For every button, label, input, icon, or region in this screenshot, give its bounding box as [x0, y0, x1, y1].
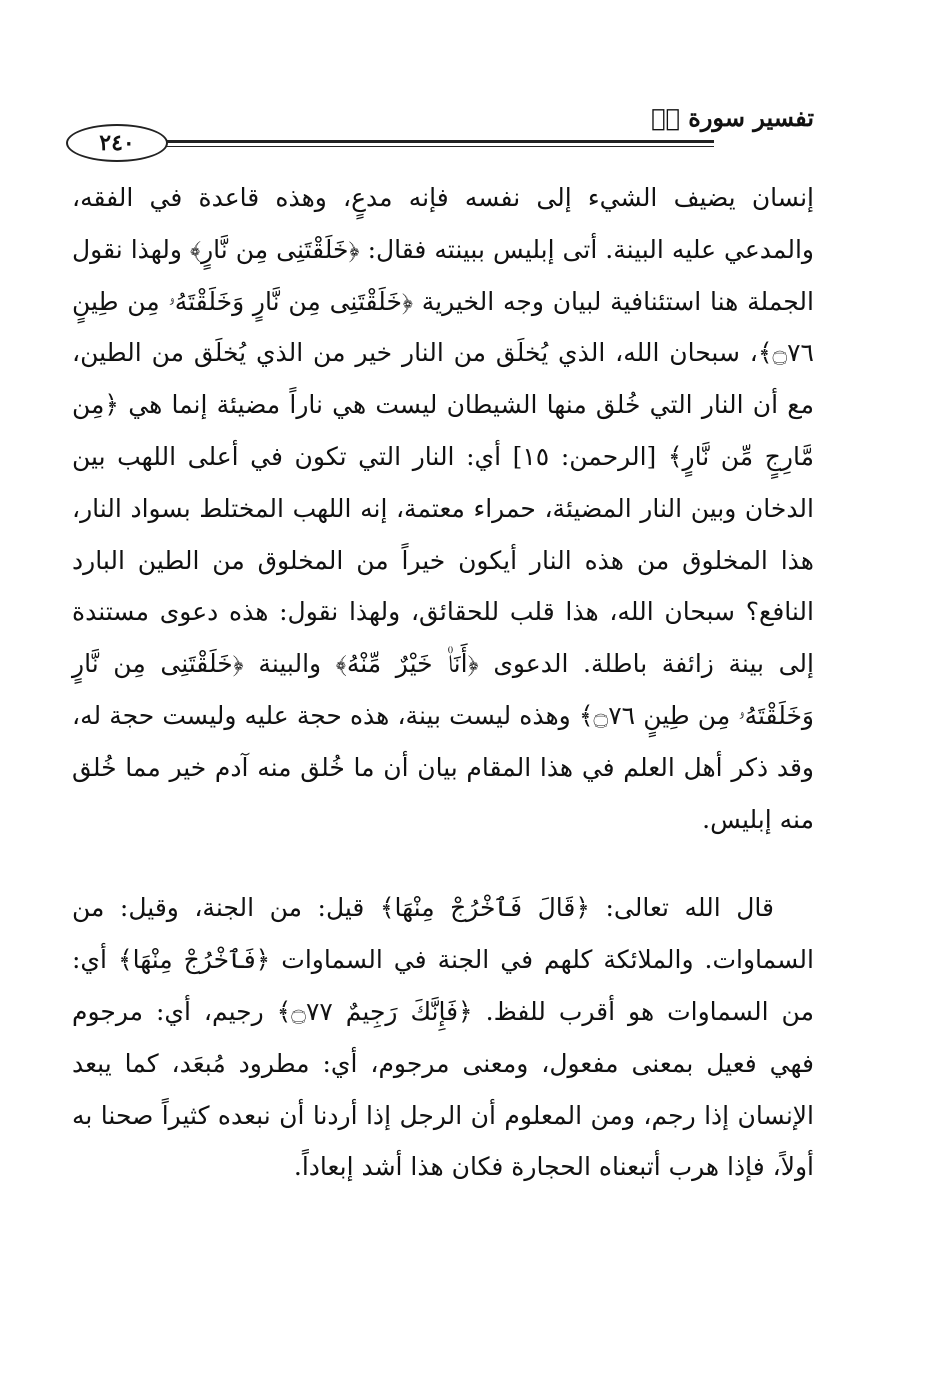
- paragraph-1: إنسان يضيف الشيء إلى نفسه فإنه مدعٍ، وهذه قاعدة في الفقه، والمدعي عليه البينة. أتى إبليس ببينته فقال: ﴿خَلَقْتَنِى مِن نَّارٍ﴾ ولهذا نقول الجملة هنا استئنافية لبيان وجه الخيرية ﴿خَلَقْتَنِى مِن نَّارٍ وَخَلَقْتَهُۥ مِن طِينٍ ۝٧٦﴾، سبحان الله، الذي يُخلَق من النار خير من الذي يُخلَق من الطين، مع أن النار التي خُلق منها الشيطان ليست هي ناراً مضيئة إنما هي ﴿مِن مَّارِجٍ مِّن نَّارٍ﴾ [الرحمن: ١٥] أي: النار التي تكون في أعلى اللهب بين الدخان وبين النار المضيئة، حمراء معتمة، إنه اللهب المختلط بسواد النار، هذا المخلوق من هذه النار أيكون خيراً من المخلوق من الطين البارد النافع؟ سبحان الله، هذا قلب للحقائق، ولهذا نقول: هذه دعوى مستندة إلى بينة زائفة باطلة. الدعوى ﴿أَنَا۠ خَيْرٌ مِّنْهُ﴾ والبينة ﴿خَلَقْتَنِى مِن نَّارٍ وَخَلَقْتَهُۥ مِن طِينٍ ۝٧٦﴾ وهذه ليست بينة، هذه حجة عليه وليست حجة له، وقد ذكر أهل العلم في هذا المقام بيان أن ما خُلق منه آدم خير مما خُلق منه إبليس.: [72, 183, 814, 834]
- page-number-badge: ٢٤٠: [66, 124, 168, 162]
- running-title: تفسير سورة صۤ: [651, 103, 814, 132]
- page-header: [72, 100, 814, 160]
- body-text: [72, 172, 814, 1193]
- header-rule-thick: [72, 140, 714, 143]
- header-rule-thin: [72, 146, 714, 147]
- paragraph-2: قال الله تعالى: ﴿قَالَ فَٱخْرُجْ مِنْهَا﴾ قيل: من الجنة، وقيل: من السماوات. والملائكة كلهم في الجنة في السماوات ﴿فَٱخْرُجْ مِنْهَا﴾ أي: من السماوات هو أقرب للفظ. ﴿فَإِنَّكَ رَجِيمٌ ۝٧٧﴾ رجيم، أي: مرجوم فهي فعيل بمعنى مفعول، ومعنى مرجوم، أي: مطرود مُبعَد، كما يبعد الإنسان إذا رجم، ومن المعلوم أن الرجل إذا أردنا أن نبعده كثيراً صحنا به أولاً، فإذا هرب أتبعناه الحجارة فكان هذا أشد إبعاداً.: [72, 893, 814, 1182]
